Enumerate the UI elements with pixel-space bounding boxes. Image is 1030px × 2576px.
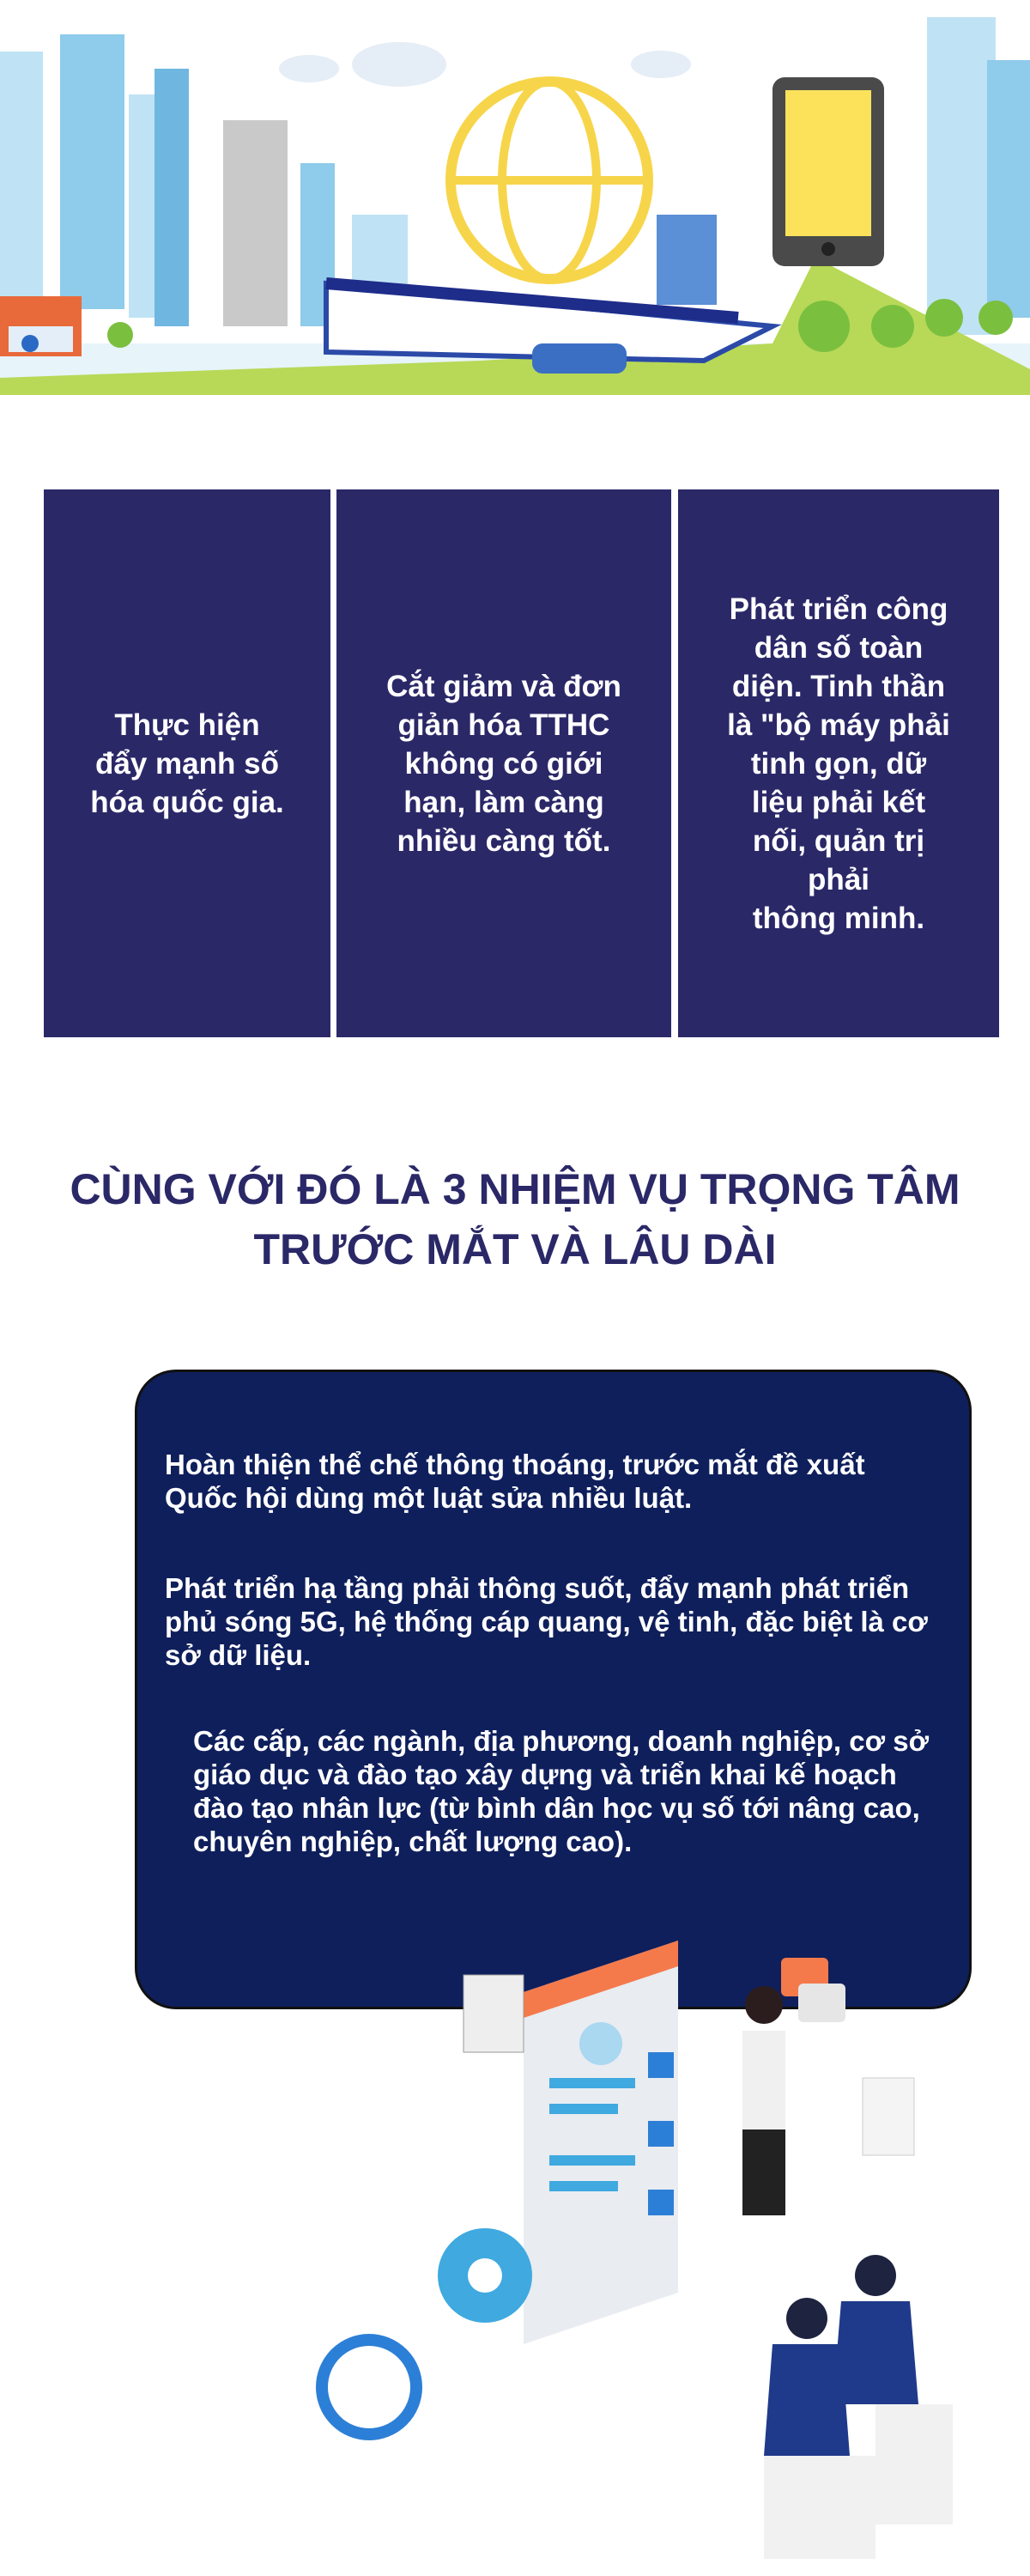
info-icon bbox=[21, 335, 39, 352]
card-text: Cắt giảm và đơn giản hóa TTHC không có giới hạn, làm càng nhiều càng tốt. bbox=[386, 669, 621, 858]
digital-training-illustration bbox=[300, 1923, 953, 2576]
task-2: Phát triển hạ tầng phải thông suốt, đẩy mạnh phát triển phủ sóng 5G, hệ thống cáp quang, vệ tinh, đặc biệt là cơ sở dữ liệu. bbox=[165, 1572, 928, 1671]
audience-person bbox=[855, 2255, 896, 2296]
heading-line-1: CÙNG VỚI ĐÓ LÀ 3 NHIỆM VỤ TRỌNG TÂM bbox=[70, 1165, 960, 1213]
card-text: Phát triển công dân số toàn diện. Tinh thần là "bộ máy phải tinh gọn, dữ liệu phải kết nối, quản trị phải thông minh. bbox=[727, 592, 950, 935]
avatar-icon bbox=[579, 2022, 622, 2065]
smart-city-illustration bbox=[0, 0, 1030, 412]
checkbox-icons bbox=[648, 2052, 674, 2215]
info-card-1 bbox=[44, 489, 330, 1037]
section-heading bbox=[0, 1159, 1030, 1279]
task-3: Các cấp, các ngành, địa phương, doanh nghiệp, cơ sở giáo dục và đào tạo xây dựng và triển khai kế hoạch đào tạo nhân lực (từ bình dân học vụ số tới nâng cao, chuyên nghiệp, chất lượng cao). bbox=[193, 1725, 930, 1857]
task-1: Hoàn thiện thể chế thông thoáng, trước mắt đề xuất Quốc hội dùng một luật sửa nhiều luật. bbox=[165, 1449, 865, 1514]
document-icon bbox=[464, 1975, 524, 2052]
presenter bbox=[745, 1986, 783, 2024]
info-card-3 bbox=[678, 489, 999, 1037]
circuit-icon bbox=[322, 2340, 416, 2434]
clouds bbox=[279, 42, 691, 87]
solar-panel bbox=[657, 215, 717, 305]
tasks-box bbox=[135, 1370, 972, 2009]
card-text: Thực hiện đẩy mạnh số hóa quốc gia. bbox=[90, 708, 284, 819]
buildings-right bbox=[927, 17, 1030, 335]
info-card-2 bbox=[336, 489, 671, 1037]
car-icon bbox=[532, 343, 627, 374]
heading-line-2: TRƯỚC MẮT VÀ LÂU DÀI bbox=[253, 1225, 777, 1273]
